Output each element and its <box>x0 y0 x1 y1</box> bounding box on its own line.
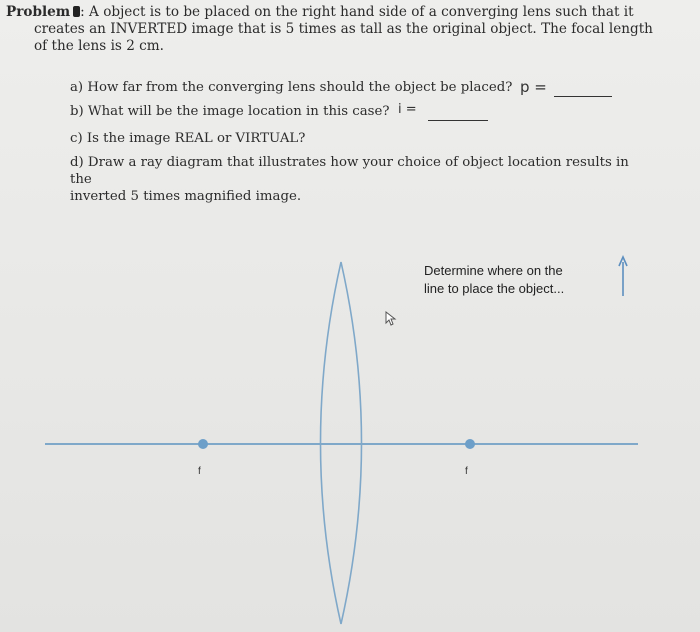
focal-label-left: f <box>198 466 201 477</box>
question-d-line1: d) Draw a ray diagram that illustrates how your choice of object location results in the <box>70 155 629 187</box>
problem-label: Problem <box>6 4 71 20</box>
question-d-line2: inverted 5 times magnified image. <box>70 189 302 204</box>
problem-text-line2: creates an INVERTED image that is 5 times as tall as the original object. The focal length <box>34 21 653 37</box>
problem-text-line3: of the lens is 2 cm. <box>34 38 165 54</box>
focal-point-left[interactable] <box>198 439 208 449</box>
focal-label-right: f <box>465 466 468 477</box>
question-a: a) How far from the converging lens should the object be placed? <box>70 80 513 95</box>
instruction-line1: Determine where on the <box>424 263 563 278</box>
problem-text-line1: : A object is to be placed on the right hand side of a converging lens such that it <box>80 4 634 20</box>
question-c: c) Is the image REAL or VIRTUAL? <box>70 131 306 146</box>
question-b: b) What will be the image location in this case? <box>70 104 390 119</box>
answer-b-handwriting: i = <box>398 102 417 117</box>
diagram-instruction <box>424 262 604 298</box>
focal-point-right[interactable] <box>465 439 475 449</box>
mouse-cursor-icon <box>386 312 395 325</box>
instruction-line2: line to place the object... <box>424 281 565 296</box>
answer-a-handwriting: p = <box>520 78 547 96</box>
